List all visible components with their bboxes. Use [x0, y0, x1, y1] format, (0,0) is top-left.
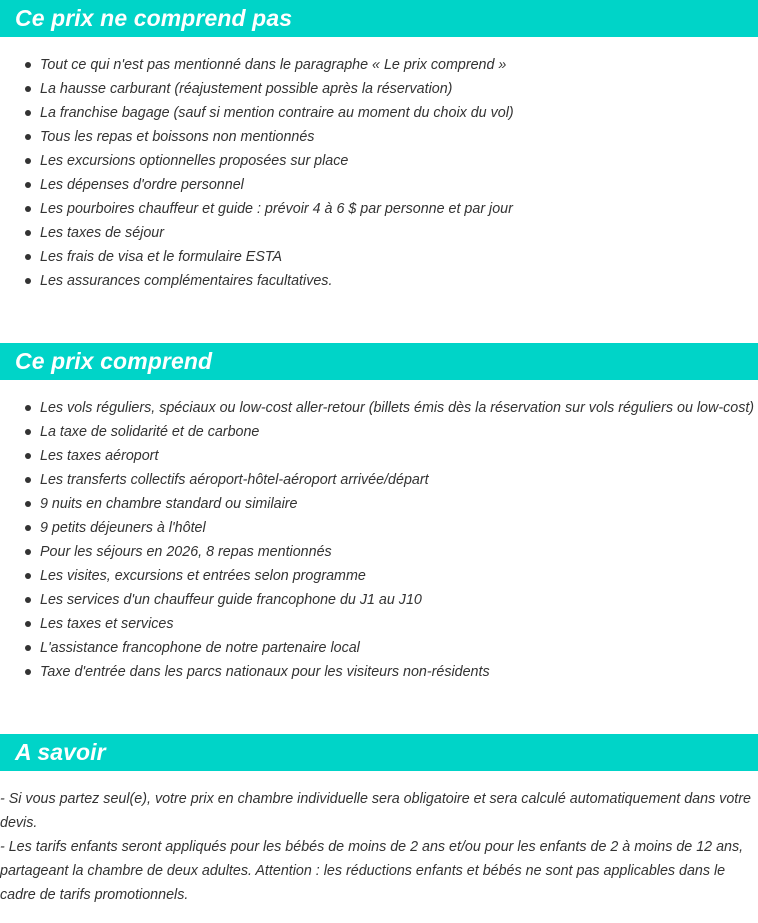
bullet-icon	[25, 549, 31, 555]
bullet-icon	[25, 62, 31, 68]
list-item	[0, 660, 758, 684]
excluded-section-header	[0, 0, 758, 37]
bullet-icon	[25, 597, 31, 603]
excluded-section-title: Ce prix ne comprend pas	[15, 5, 293, 31]
bullet-icon	[25, 645, 31, 651]
list-item-text: Les dépenses d'ordre personnel	[40, 177, 244, 193]
included-section-title: Ce prix comprend	[15, 348, 213, 374]
list-item-text: La franchise bagage (sauf si mention contraire au moment du choix du vol)	[40, 105, 514, 121]
excluded-list	[0, 53, 758, 293]
list-item-text: Les taxes et services	[40, 616, 174, 632]
list-item-text: Les vols réguliers, spéciaux ou low-cost aller-retour (billets émis dès la réservation sur vols réguliers ou low-cost)	[40, 400, 755, 416]
list-item	[0, 636, 758, 660]
bullet-icon	[25, 254, 31, 260]
list-item	[0, 197, 758, 221]
list-item-text: Les frais de visa et le formulaire ESTA	[40, 249, 283, 265]
list-item-text: Les excursions optionnelles proposées sur place	[40, 153, 349, 169]
bullet-icon	[25, 669, 31, 675]
list-item	[0, 468, 758, 492]
bullet-icon	[25, 206, 31, 212]
bullet-icon	[25, 158, 31, 164]
list-item-text: Les assurances complémentaires facultatives.	[40, 273, 333, 289]
bullet-icon	[25, 230, 31, 236]
bullet-icon	[25, 278, 31, 284]
info-paragraph: - Si vous partez seul(e), votre prix en chambre individuelle sera obligatoire et sera calculé automatiquement dans votre devis.	[0, 791, 751, 831]
list-item-text: Les visites, excursions et entrées selon programme	[40, 568, 366, 584]
bullet-icon	[25, 429, 31, 435]
bullet-icon	[25, 525, 31, 531]
list-item-text: 9 nuits en chambre standard ou similaire	[40, 496, 298, 512]
list-item	[0, 245, 758, 269]
bullet-icon	[25, 405, 31, 411]
list-item	[0, 269, 758, 293]
info-text	[0, 787, 758, 907]
list-item	[0, 396, 758, 420]
bullet-icon	[25, 621, 31, 627]
list-item-text: Les taxes aéroport	[40, 448, 159, 464]
list-item	[0, 77, 758, 101]
info-paragraph: - Les tarifs enfants seront appliqués pour les bébés de moins de 2 ans et/ou pour les enfants de 2 à moins de 12 ans, partageant la chambre de deux adultes. Attention : les réductions enfants et bébés ne sont pas applicables dans le cadre de tarifs promotionnels.	[0, 839, 744, 903]
list-item	[0, 516, 758, 540]
included-list	[0, 396, 758, 684]
bullet-icon	[25, 110, 31, 116]
list-item	[0, 221, 758, 245]
list-item-text: Tous les repas et boissons non mentionnés	[40, 129, 315, 145]
list-item-text: L'assistance francophone de notre partenaire local	[40, 640, 360, 656]
bullet-icon	[25, 86, 31, 92]
list-item-text: Les transferts collectifs aéroport-hôtel-aéroport arrivée/départ	[40, 472, 429, 488]
list-item	[0, 101, 758, 125]
list-item-text: Les pourboires chauffeur et guide : prévoir 4 à 6 $ par personne et par jour	[40, 201, 513, 217]
list-item	[0, 53, 758, 77]
list-item	[0, 420, 758, 444]
included-section-header	[0, 343, 758, 380]
list-item	[0, 492, 758, 516]
list-item	[0, 149, 758, 173]
list-item-text: La taxe de solidarité et de carbone	[40, 424, 260, 440]
list-item	[0, 612, 758, 636]
list-item	[0, 588, 758, 612]
list-item	[0, 444, 758, 468]
info-section-title: A savoir	[15, 739, 106, 765]
list-item-text: Taxe d'entrée dans les parcs nationaux pour les visiteurs non-résidents	[40, 664, 490, 680]
info-section-header	[0, 734, 758, 771]
bullet-icon	[25, 453, 31, 459]
list-item-text: 9 petits déjeuners à l'hôtel	[40, 520, 206, 536]
list-item-text: Pour les séjours en 2026, 8 repas mentionnés	[40, 544, 332, 560]
list-item	[0, 125, 758, 149]
list-item-text: Les taxes de séjour	[40, 225, 164, 241]
bullet-icon	[25, 501, 31, 507]
bullet-icon	[25, 134, 31, 140]
bullet-icon	[25, 573, 31, 579]
list-item	[0, 540, 758, 564]
list-item	[0, 173, 758, 197]
bullet-icon	[25, 477, 31, 483]
list-item	[0, 564, 758, 588]
bullet-icon	[25, 182, 31, 188]
list-item-text: Les services d'un chauffeur guide francophone du J1 au J10	[40, 592, 422, 608]
list-item-text: La hausse carburant (réajustement possible après la réservation)	[40, 81, 453, 97]
list-item-text: Tout ce qui n'est pas mentionné dans le paragraphe « Le prix comprend »	[40, 57, 507, 73]
